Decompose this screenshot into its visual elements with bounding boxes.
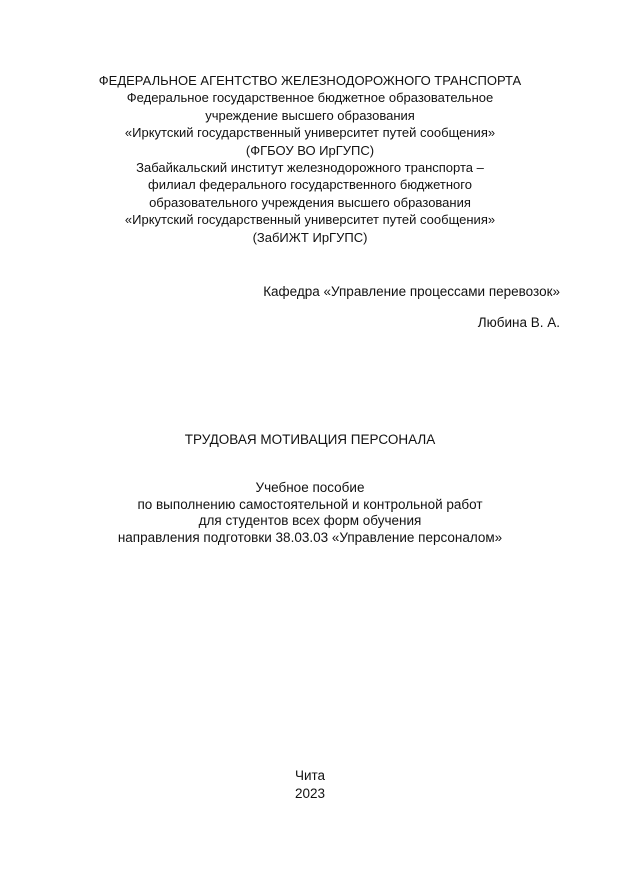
header-line: «Иркутский государственный университет путей сообщения» (124, 212, 496, 228)
description-line: по выполнению самостоятельной и контрольной работ (137, 496, 483, 512)
header-line: Забайкальский институт железнодорожного транспорта – (136, 160, 484, 176)
document-description (40, 480, 580, 546)
header-line: Федеральное государственное бюджетное образовательное (126, 90, 494, 106)
publication-year: 2023 (294, 786, 326, 801)
header-line: ФЕДЕРАЛЬНОЕ АГЕНТСТВО ЖЕЛЕЗНОДОРОЖНОГО ТРАНСПОРТА (98, 73, 522, 88)
author-name: Любина В. А. (477, 315, 560, 330)
publication-city: Чита (294, 768, 326, 783)
department-name: Кафедра «Управление процессами перевозок» (263, 284, 560, 299)
description-line: направления подготовки 38.03.03 «Управление персоналом» (117, 529, 503, 545)
institution-header (40, 72, 580, 246)
document-title: ТРУДОВАЯ МОТИВАЦИЯ ПЕРСОНАЛА (184, 432, 436, 447)
header-line: учреждение высшего образования (205, 107, 415, 123)
header-line: (ФГБОУ ВО ИрГУПС) (245, 142, 375, 158)
header-line: (ЗабИЖТ ИрГУПС) (252, 229, 368, 245)
header-line: «Иркутский государственный университет путей сообщения» (124, 125, 496, 141)
description-line: для студентов всех форм обучения (198, 513, 422, 529)
header-line: образовательного учреждения высшего образования (149, 194, 471, 210)
description-line: Учебное пособие (255, 480, 365, 495)
header-line: филиал федерального государственного бюджетного (148, 177, 472, 193)
publication-footer (40, 767, 580, 803)
